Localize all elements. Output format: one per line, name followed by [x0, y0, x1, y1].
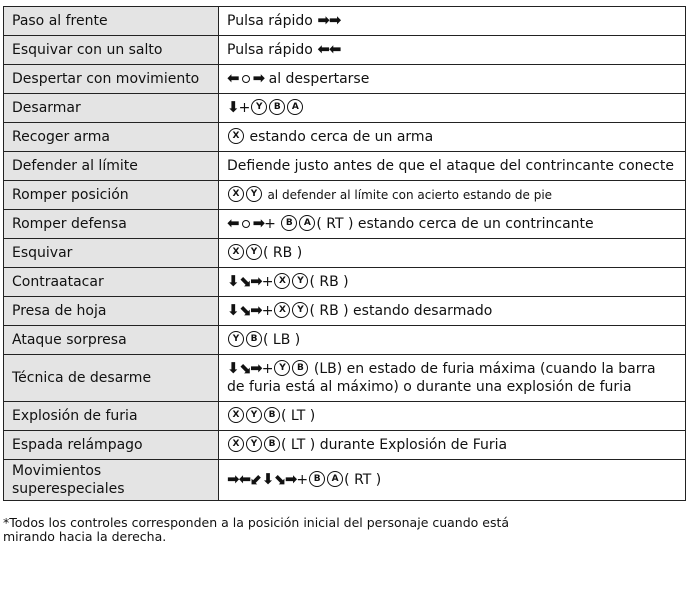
- a-button-icon: A: [299, 215, 315, 231]
- table-row: [4, 152, 686, 181]
- forward-arrow-icon: ➡: [252, 214, 265, 232]
- input-text: ( LT ): [281, 408, 316, 424]
- y-button-icon: Y: [292, 273, 308, 289]
- move-name: Romper defensa: [4, 210, 219, 239]
- x-button-icon: X: [228, 186, 244, 202]
- table-row: [4, 123, 686, 152]
- table-row: [4, 355, 686, 402]
- input-text: Pulsa rápido: [227, 13, 313, 29]
- move-name: Movimientos superespeciales: [4, 460, 219, 501]
- table-row: [4, 326, 686, 355]
- quarter-circle-forward-icon: ⬇⬊➡: [227, 301, 262, 319]
- y-button-icon: Y: [246, 244, 262, 260]
- back-arrow-icon: ⬅: [227, 69, 239, 87]
- table-row: [4, 297, 686, 326]
- move-name: Paso al frente: [4, 7, 219, 36]
- b-button-icon: B: [309, 471, 325, 487]
- table-row: [4, 94, 686, 123]
- move-input: [219, 402, 686, 431]
- input-text: al despertarse: [268, 71, 370, 87]
- table-row: [4, 460, 686, 501]
- move-name: Presa de hoja: [4, 297, 219, 326]
- move-name: Espada relámpago: [4, 431, 219, 460]
- input-text: ( LT ) durante Explosión de Furia: [281, 437, 508, 453]
- a-button-icon: A: [327, 471, 343, 487]
- forward-forward-arrow-icon: ➡➡: [317, 11, 341, 29]
- table-row: [4, 210, 686, 239]
- back-back-arrow-icon: ⬅⬅: [317, 40, 341, 58]
- b-button-icon: B: [292, 360, 308, 376]
- move-input: [219, 181, 686, 210]
- input-text: ( RB ) estando desarmado: [309, 303, 493, 319]
- input-text: ( RB ): [263, 245, 303, 261]
- table-row: [4, 402, 686, 431]
- b-button-icon: B: [269, 99, 285, 115]
- plus-text: +: [261, 361, 274, 377]
- move-input: [219, 268, 686, 297]
- move-name: Defender al límite: [4, 152, 219, 181]
- b-button-icon: B: [264, 436, 280, 452]
- input-text: ( RT ): [344, 472, 382, 488]
- table-row: [4, 7, 686, 36]
- forward-arrow-icon: ➡: [252, 69, 265, 87]
- table-row: [4, 268, 686, 297]
- move-name: Explosión de furia: [4, 402, 219, 431]
- move-name: Esquivar con un salto: [4, 36, 219, 65]
- move-name: Técnica de desarme: [4, 355, 219, 402]
- move-name: Contraatacar: [4, 268, 219, 297]
- y-button-icon: Y: [246, 407, 262, 423]
- y-button-icon: Y: [246, 186, 262, 202]
- b-button-icon: B: [264, 407, 280, 423]
- y-button-icon: Y: [274, 360, 290, 376]
- input-text: estando cerca de un arma: [249, 129, 434, 145]
- plus-text: +: [261, 303, 274, 319]
- a-button-icon: A: [287, 99, 303, 115]
- down-arrow-icon: ⬇: [227, 98, 239, 116]
- input-text: ( LB ): [263, 332, 301, 348]
- move-name: Esquivar: [4, 239, 219, 268]
- quarter-circle-forward-icon: ⬇⬊➡: [227, 359, 262, 377]
- move-input: [219, 210, 686, 239]
- y-button-icon: Y: [251, 99, 267, 115]
- move-input: [219, 297, 686, 326]
- move-input: [219, 7, 686, 36]
- move-input: [219, 65, 686, 94]
- y-button-icon: Y: [246, 436, 262, 452]
- input-text: (LB) en estado de furia máxima (cuando la barra de furia está al máximo) o durante una explosión de furia: [227, 361, 656, 395]
- move-name: Recoger arma: [4, 123, 219, 152]
- table-row: [4, 36, 686, 65]
- back-arrow-icon: ⬅: [227, 214, 239, 232]
- table-row: [4, 65, 686, 94]
- plus-text: +: [238, 100, 251, 116]
- x-button-icon: X: [274, 273, 290, 289]
- input-text: Pulsa rápido: [227, 42, 313, 58]
- move-name: Desarmar: [4, 94, 219, 123]
- or-circle-icon: [242, 75, 250, 83]
- controls-table: [3, 6, 686, 501]
- move-input: [219, 326, 686, 355]
- input-text: al defender al límite con acierto estando de pie: [267, 188, 553, 202]
- y-button-icon: Y: [228, 331, 244, 347]
- plus-text: +: [264, 216, 276, 232]
- x-button-icon: X: [228, 128, 244, 144]
- input-text: ( RB ): [309, 274, 349, 290]
- move-input: [219, 94, 686, 123]
- or-circle-icon: [242, 220, 250, 228]
- move-input: [219, 431, 686, 460]
- plus-text: +: [296, 472, 309, 488]
- table-row: [4, 239, 686, 268]
- table-row: [4, 181, 686, 210]
- quarter-circle-forward-icon: ⬇⬊➡: [227, 272, 262, 290]
- move-input: [219, 123, 686, 152]
- move-input: Defiende justo antes de que el ataque del contrincante conecte: [219, 152, 686, 181]
- move-input: [219, 239, 686, 268]
- move-input: [219, 355, 686, 402]
- move-name: Romper posición: [4, 181, 219, 210]
- super-motion-icon: ➡⬅⬋⬇⬊➡: [227, 470, 297, 488]
- b-button-icon: B: [281, 215, 297, 231]
- x-button-icon: X: [228, 244, 244, 260]
- y-button-icon: Y: [292, 302, 308, 318]
- plus-text: +: [261, 274, 274, 290]
- move-input: [219, 36, 686, 65]
- input-text: ( RT ) estando cerca de un contrincante: [316, 216, 594, 232]
- x-button-icon: X: [228, 407, 244, 423]
- move-input: [219, 460, 686, 501]
- x-button-icon: X: [274, 302, 290, 318]
- move-name: Ataque sorpresa: [4, 326, 219, 355]
- move-name: Despertar con movimiento: [4, 65, 219, 94]
- table-row: [4, 431, 686, 460]
- x-button-icon: X: [228, 436, 244, 452]
- b-button-icon: B: [246, 331, 262, 347]
- footnote: *Todos los controles corresponden a la posición inicial del personaje cuando está mirando hacia la derecha.: [3, 515, 510, 544]
